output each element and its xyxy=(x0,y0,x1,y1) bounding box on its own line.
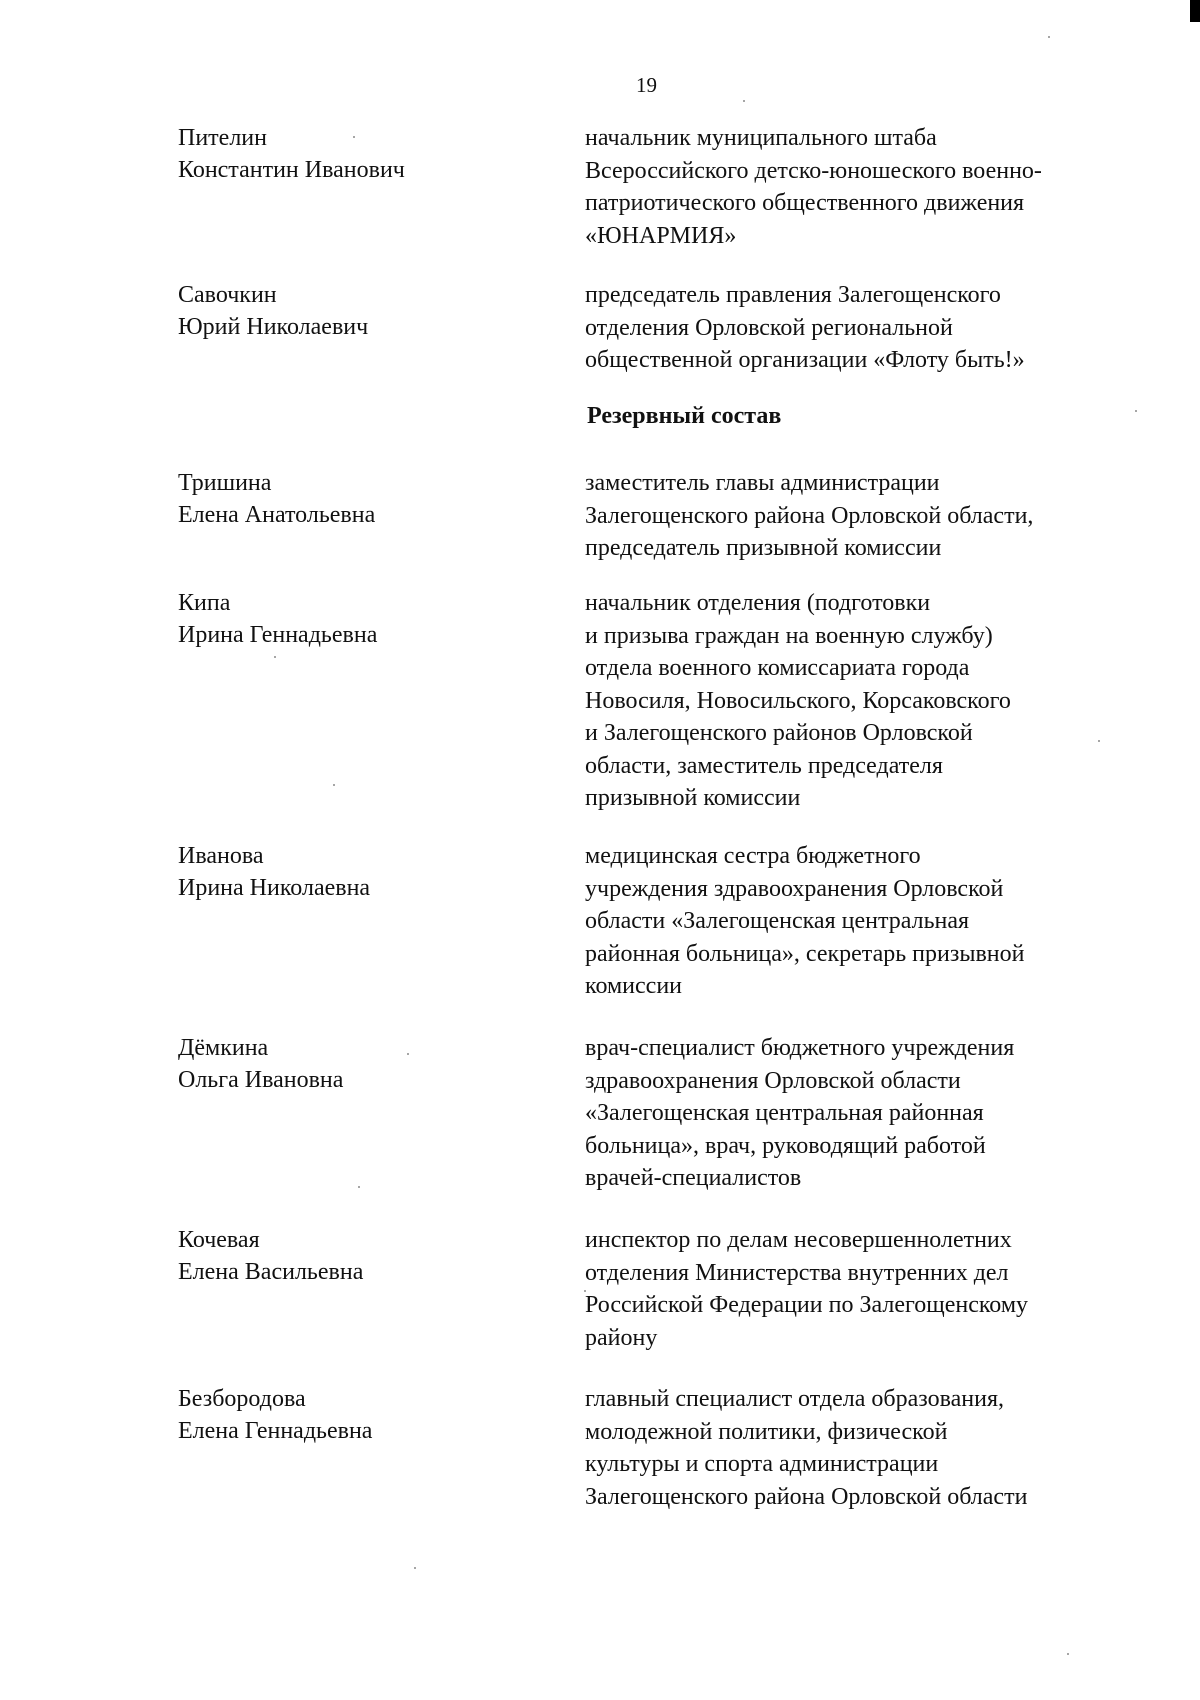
description-line: медицинская сестра бюджетного xyxy=(585,843,921,869)
description-line: культуры и спорта администрации xyxy=(585,1451,939,1477)
reserve-section-heading: Резервный состав xyxy=(587,403,782,429)
member-role-description xyxy=(585,1383,1145,1513)
description-line: врач-специалист бюджетного учреждения xyxy=(585,1035,1015,1061)
description-line: здравоохранения Орловской области xyxy=(585,1067,961,1094)
member-surname: Кочевая xyxy=(178,1227,260,1253)
scan-speck xyxy=(274,656,276,658)
description-line: общественной организации «Флоту быть!» xyxy=(585,347,1025,373)
description-line: отделения Министерства внутренних дел xyxy=(585,1259,1009,1286)
member-name xyxy=(178,1224,558,1288)
description-line: «ЮНАРМИЯ» xyxy=(585,222,737,249)
description-line: области «Залегощенская центральная xyxy=(585,908,970,934)
description-line: отдела военного комиссариата города xyxy=(585,655,970,681)
member-given-names: Елена Анатольевна xyxy=(178,502,376,528)
description-line: учреждения здравоохранения Орловской xyxy=(585,875,1004,902)
description-line: главный специалист отдела образования, xyxy=(585,1386,1005,1412)
member-name xyxy=(178,279,558,343)
member-name xyxy=(178,122,558,186)
member-given-names: Константин Иванович xyxy=(178,157,405,183)
scan-speck xyxy=(1135,410,1137,412)
scan-speck xyxy=(584,1290,586,1292)
description-line: отделения Орловской региональной xyxy=(585,314,953,341)
scan-speck xyxy=(353,136,355,138)
scan-speck xyxy=(414,1567,416,1569)
description-line: молодежной политики, физической xyxy=(585,1418,948,1445)
description-line: больница», врач, руководящий работой xyxy=(585,1132,986,1159)
description-line: Новосиля, Новосильского, Корсаковского xyxy=(585,687,1011,714)
member-given-names: Юрий Николаевич xyxy=(178,314,369,340)
description-line: начальник муниципального штаба xyxy=(585,125,937,151)
member-given-names: Ольга Ивановна xyxy=(178,1067,344,1093)
scan-speck xyxy=(1098,740,1100,742)
scan-speck xyxy=(333,784,335,786)
member-surname: Пителин xyxy=(178,125,267,151)
member-name xyxy=(178,1032,558,1096)
description-line: районная больница», секретарь призывной xyxy=(585,940,1025,967)
member-surname: Савочкин xyxy=(178,282,277,308)
description-line: и призыва граждан на военную службу) xyxy=(585,622,993,649)
description-line: Российской Федерации по Залегощенскому xyxy=(585,1292,1029,1318)
member-given-names: Ирина Николаевна xyxy=(178,875,371,901)
scan-speck xyxy=(743,100,745,102)
description-line: «Залегощенская центральная районная xyxy=(585,1100,984,1126)
description-line: инспектор по делам несовершеннолетних xyxy=(585,1227,1012,1253)
member-role-description xyxy=(585,587,1145,815)
member-role-description xyxy=(585,840,1145,1003)
description-line: призывной комиссии xyxy=(585,785,801,811)
description-line: начальник отделения (подготовки xyxy=(585,590,931,616)
scan-speck xyxy=(1067,1653,1069,1655)
description-line: району xyxy=(585,1324,658,1351)
description-line: и Залегощенского районов Орловской xyxy=(585,720,973,746)
member-surname: Кипа xyxy=(178,590,231,616)
description-line: Залегощенского района Орловской области, xyxy=(585,502,1034,529)
scan-speck xyxy=(1048,36,1050,38)
description-line: заместитель главы администрации xyxy=(585,470,940,496)
description-line: области, заместитель председателя xyxy=(585,752,943,779)
member-name xyxy=(178,587,558,651)
member-role-description xyxy=(585,279,1145,377)
member-name xyxy=(178,1383,558,1447)
member-role-description xyxy=(585,122,1145,252)
description-line: председатель призывной комиссии xyxy=(585,535,942,561)
member-role-description xyxy=(585,1032,1145,1195)
member-role-description xyxy=(585,1224,1145,1354)
member-role-description xyxy=(585,467,1145,565)
member-name xyxy=(178,467,558,531)
description-line: Всероссийского детско-юношеского военно- xyxy=(585,157,1042,184)
member-given-names: Елена Геннадьевна xyxy=(178,1418,373,1444)
description-line: врачей-специалистов xyxy=(585,1165,802,1191)
description-line: Залегощенского района Орловской области xyxy=(585,1483,1028,1510)
description-line: председатель правления Залегощенского xyxy=(585,282,1001,308)
description-line: патриотического общественного движения xyxy=(585,190,1025,216)
scan-speck xyxy=(407,1053,409,1055)
member-given-names: Ирина Геннадьевна xyxy=(178,622,378,648)
member-name xyxy=(178,840,558,904)
scan-speck xyxy=(358,1186,360,1188)
member-surname: Тришина xyxy=(178,470,272,496)
page-number: 19 xyxy=(636,73,657,97)
scan-edge-mark xyxy=(1190,0,1200,22)
member-surname: Иванова xyxy=(178,843,264,869)
member-surname: Безбородова xyxy=(178,1386,306,1412)
member-given-names: Елена Васильевна xyxy=(178,1259,364,1285)
member-surname: Дёмкина xyxy=(178,1035,269,1061)
description-line: комиссии xyxy=(585,973,683,999)
